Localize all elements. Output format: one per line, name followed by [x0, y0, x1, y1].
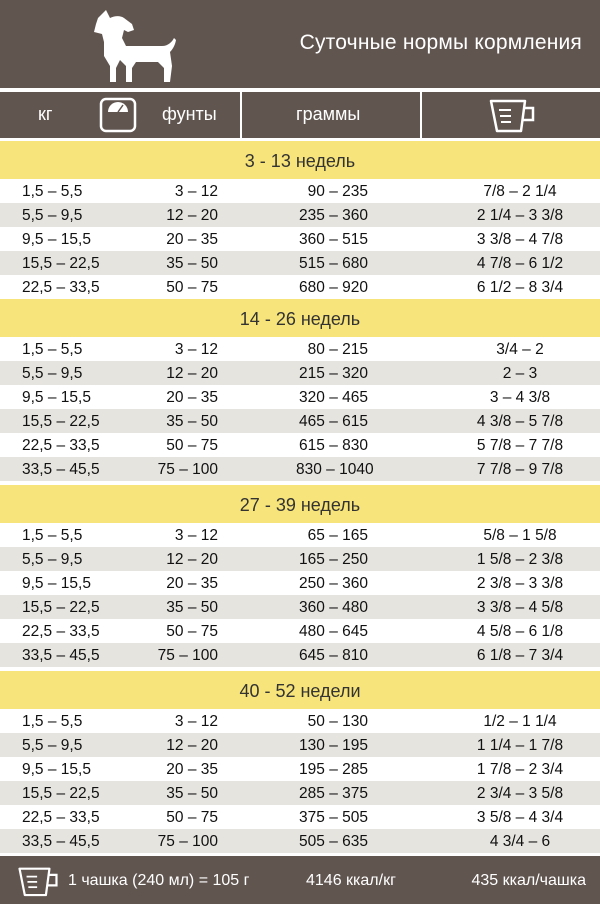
- cell-grams: 615 – 830: [299, 437, 368, 454]
- cell-lb: 20 – 35: [166, 575, 218, 592]
- column-header-bar: [0, 92, 600, 138]
- table-row: [0, 179, 600, 203]
- cell-kg: 33,5 – 45,5: [22, 647, 100, 664]
- cell-lb: 50 – 75: [166, 279, 218, 296]
- section-title: 27 - 39 недель: [0, 485, 600, 523]
- table-row: [0, 523, 600, 547]
- cell-grams: 360 – 480: [299, 599, 368, 616]
- cell-grams: 80 – 215: [307, 341, 368, 358]
- cell-lb: 75 – 100: [157, 461, 218, 478]
- page-title: Суточные нормы кормления: [299, 31, 582, 54]
- cell-cups: 4 3/4 – 6: [489, 833, 551, 850]
- table-row: [0, 547, 600, 571]
- cell-cups: 7 7/8 – 9 7/8: [476, 461, 564, 478]
- table-row: [0, 781, 600, 805]
- footer-kcal-per-cup: 435 ккал/чашка: [471, 872, 586, 889]
- cell-cups: 1 7/8 – 2 3/4: [476, 761, 564, 778]
- table-row: [0, 457, 600, 481]
- cell-cups: 2 – 3: [502, 365, 538, 382]
- cell-grams: 515 – 680: [299, 255, 368, 272]
- cell-grams: 360 – 515: [299, 231, 368, 248]
- cell-lb: 50 – 75: [166, 623, 218, 640]
- cell-lb: 20 – 35: [166, 389, 218, 406]
- cell-lb: 12 – 20: [166, 365, 218, 382]
- dog-silhouette-icon: [80, 6, 180, 86]
- cell-grams: 215 – 320: [299, 365, 368, 382]
- measuring-cup-icon: [487, 96, 537, 134]
- table-row: [0, 571, 600, 595]
- cell-kg: 33,5 – 45,5: [22, 833, 100, 850]
- cell-lb: 3 – 12: [174, 527, 218, 544]
- cell-kg: 15,5 – 22,5: [22, 413, 100, 430]
- cell-lb: 50 – 75: [166, 437, 218, 454]
- cell-grams: 130 – 195: [299, 737, 368, 754]
- cell-grams: 645 – 810: [299, 647, 368, 664]
- cell-cups: 2 3/8 – 3 3/8: [476, 575, 564, 592]
- table-row: [0, 805, 600, 829]
- cell-lb: 3 – 12: [174, 341, 218, 358]
- cell-lb: 35 – 50: [166, 413, 218, 430]
- footer-cup-volume: 1 чашка (240 мл) = 105 г: [68, 872, 250, 889]
- section-title: 14 - 26 недель: [0, 299, 600, 337]
- cell-grams: 480 – 645: [299, 623, 368, 640]
- cell-lb: 35 – 50: [166, 599, 218, 616]
- age-section: [0, 671, 600, 853]
- cell-grams: 505 – 635: [299, 833, 368, 850]
- table-row: [0, 275, 600, 299]
- cell-cups: 7/8 – 2 1/4: [483, 183, 557, 200]
- cell-grams: 65 – 165: [307, 527, 368, 544]
- cell-kg: 22,5 – 33,5: [22, 809, 100, 826]
- cell-lb: 3 – 12: [174, 183, 218, 200]
- table-row: [0, 829, 600, 853]
- cell-lb: 3 – 12: [174, 713, 218, 730]
- table-row: [0, 251, 600, 275]
- table-row: [0, 385, 600, 409]
- cell-cups: 6 1/2 – 8 3/4: [476, 279, 564, 296]
- cell-kg: 9,5 – 15,5: [22, 231, 91, 248]
- cell-grams: 375 – 505: [299, 809, 368, 826]
- cell-kg: 1,5 – 5,5: [22, 713, 83, 730]
- cell-lb: 75 – 100: [157, 833, 218, 850]
- cell-kg: 15,5 – 22,5: [22, 599, 100, 616]
- cell-lb: 12 – 20: [166, 737, 218, 754]
- age-section: [0, 299, 600, 481]
- cell-grams: 235 – 360: [299, 207, 368, 224]
- cell-grams: 830 – 1040: [296, 461, 374, 478]
- cell-cups: 2 1/4 – 3 3/8: [476, 207, 564, 224]
- cell-lb: 12 – 20: [166, 207, 218, 224]
- section-title: 3 - 13 недель: [0, 141, 600, 179]
- table-row: [0, 337, 600, 361]
- scale-icon: [98, 96, 138, 134]
- cell-kg: 1,5 – 5,5: [22, 341, 83, 358]
- cell-kg: 33,5 – 45,5: [22, 461, 100, 478]
- cell-grams: 50 – 130: [307, 713, 368, 730]
- cell-grams: 285 – 375: [299, 785, 368, 802]
- footer-kcal-per-kg: 4146 ккал/кг: [306, 872, 396, 889]
- cell-grams: 680 – 920: [299, 279, 368, 296]
- column-kg: кг: [38, 104, 53, 124]
- cell-kg: 22,5 – 33,5: [22, 437, 100, 454]
- cell-kg: 5,5 – 9,5: [22, 737, 83, 754]
- cell-cups: 1 5/8 – 2 3/8: [476, 551, 564, 568]
- cell-grams: 165 – 250: [299, 551, 368, 568]
- cell-cups: 2 3/4 – 3 5/8: [476, 785, 564, 802]
- table-row: [0, 643, 600, 667]
- measuring-cup-icon: [16, 864, 60, 898]
- cell-kg: 1,5 – 5,5: [22, 183, 83, 200]
- cell-cups: 4 5/8 – 6 1/8: [476, 623, 564, 640]
- table-row: [0, 203, 600, 227]
- cell-kg: 15,5 – 22,5: [22, 255, 100, 272]
- cell-kg: 22,5 – 33,5: [22, 623, 100, 640]
- header-banner: [0, 0, 600, 88]
- cell-kg: 15,5 – 22,5: [22, 785, 100, 802]
- cell-kg: 5,5 – 9,5: [22, 207, 83, 224]
- column-lb: фунты: [162, 104, 217, 124]
- table-row: [0, 409, 600, 433]
- cell-lb: 20 – 35: [166, 231, 218, 248]
- cell-cups: 1 1/4 – 1 7/8: [476, 737, 564, 754]
- cell-grams: 195 – 285: [299, 761, 368, 778]
- age-section: [0, 485, 600, 667]
- age-section: [0, 141, 600, 299]
- table-row: [0, 433, 600, 457]
- cell-kg: 9,5 – 15,5: [22, 575, 91, 592]
- cell-lb: 12 – 20: [166, 551, 218, 568]
- cell-kg: 5,5 – 9,5: [22, 551, 83, 568]
- column-grams: граммы: [296, 104, 361, 124]
- cell-lb: 20 – 35: [166, 761, 218, 778]
- cell-cups: 3 – 4 3/8: [489, 389, 551, 406]
- cell-cups: 3/4 – 2: [496, 341, 544, 358]
- cell-kg: 9,5 – 15,5: [22, 761, 91, 778]
- cell-cups: 3 3/8 – 4 5/8: [476, 599, 564, 616]
- cell-kg: 1,5 – 5,5: [22, 527, 83, 544]
- table-row: [0, 227, 600, 251]
- cell-cups: 5 7/8 – 7 7/8: [476, 437, 564, 454]
- cell-cups: 6 1/8 – 7 3/4: [476, 647, 564, 664]
- table-row: [0, 757, 600, 781]
- cell-kg: 9,5 – 15,5: [22, 389, 91, 406]
- cell-grams: 465 – 615: [299, 413, 368, 430]
- table-row: [0, 361, 600, 385]
- cell-grams: 250 – 360: [299, 575, 368, 592]
- cell-grams: 90 – 235: [307, 183, 368, 200]
- footer-bar: [0, 856, 600, 904]
- table-row: [0, 619, 600, 643]
- cell-cups: 3 5/8 – 4 3/4: [476, 809, 564, 826]
- cell-grams: 320 – 465: [299, 389, 368, 406]
- cell-lb: 50 – 75: [166, 809, 218, 826]
- cell-lb: 35 – 50: [166, 785, 218, 802]
- cell-kg: 5,5 – 9,5: [22, 365, 83, 382]
- cell-kg: 22,5 – 33,5: [22, 279, 100, 296]
- cell-cups: 5/8 – 1 5/8: [483, 527, 557, 544]
- table-row: [0, 709, 600, 733]
- table-row: [0, 733, 600, 757]
- cell-cups: 4 3/8 – 5 7/8: [476, 413, 564, 430]
- cell-lb: 75 – 100: [157, 647, 218, 664]
- table-row: [0, 595, 600, 619]
- section-title: 40 - 52 недели: [0, 671, 600, 709]
- cell-cups: 4 7/8 – 6 1/2: [476, 255, 564, 272]
- cell-lb: 35 – 50: [166, 255, 218, 272]
- cell-cups: 3 3/8 – 4 7/8: [476, 231, 564, 248]
- cell-cups: 1/2 – 1 1/4: [483, 713, 557, 730]
